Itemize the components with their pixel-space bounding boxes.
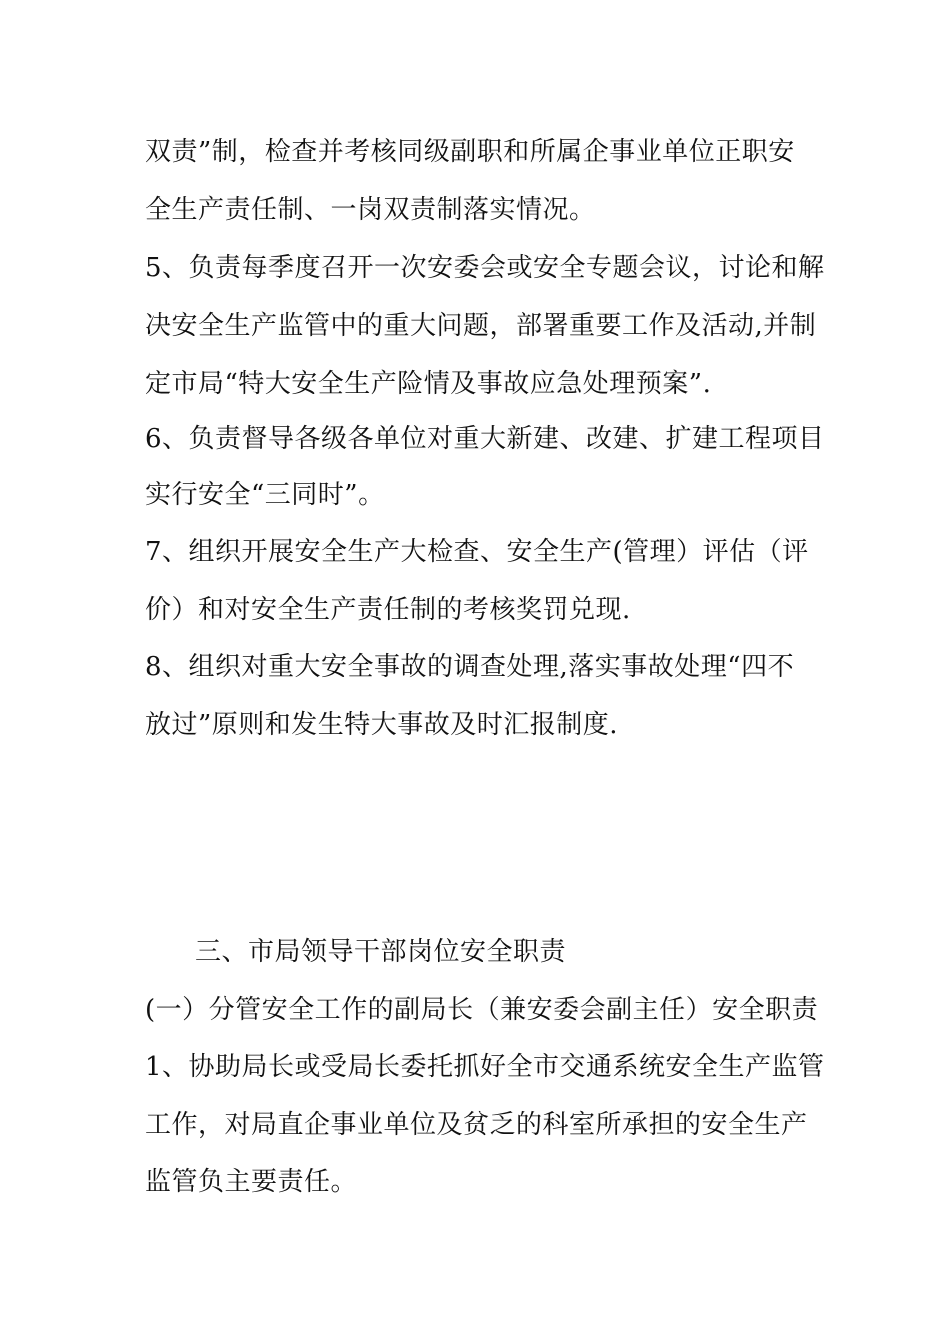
text-line: 工作，对局直企事业单位及贫乏的科室所承担的安全生产	[145, 1110, 808, 1140]
text-line: 6、负责督导各级各单位对重大新建、改建、扩建工程项目	[145, 424, 825, 454]
text-line: 全生产责任制、一岗双责制落实情况。	[145, 195, 596, 225]
text-line: 决安全生产监管中的重大问题，部署重要工作及活动,并制	[145, 311, 817, 341]
text-line: 1、协助局长或受局长委托抓好全市交通系统安全生产监管	[145, 1052, 825, 1082]
text-line: 7、组织开展安全生产大检查、安全生产(管理）评估（评	[145, 537, 809, 567]
subsection-heading: (一）分管安全工作的副局长（兼安委会副主任）安全职责	[145, 995, 819, 1025]
text-line: 定市局“特大安全生产险情及事故应急处理预案”.	[145, 369, 712, 399]
text-line: 实行安全“三同时”。	[145, 480, 385, 510]
text-line: 5、负责每季度召开一次安委会或安全专题会议，讨论和解	[145, 253, 825, 283]
text-line: 放过”原则和发生特大事故及时汇报制度.	[145, 710, 619, 740]
text-line: 监管负主要责任。	[145, 1167, 358, 1197]
text-line: 双责”制，检查并考核同级副职和所属企事业单位正职安	[145, 137, 795, 167]
text-line: 8、组织对重大安全事故的调查处理,落实事故处理“四不	[145, 652, 795, 682]
section-heading: 三、市局领导干部岗位安全职责	[195, 937, 567, 967]
text-line: 价）和对安全生产责任制的考核奖罚兑现.	[145, 595, 631, 625]
